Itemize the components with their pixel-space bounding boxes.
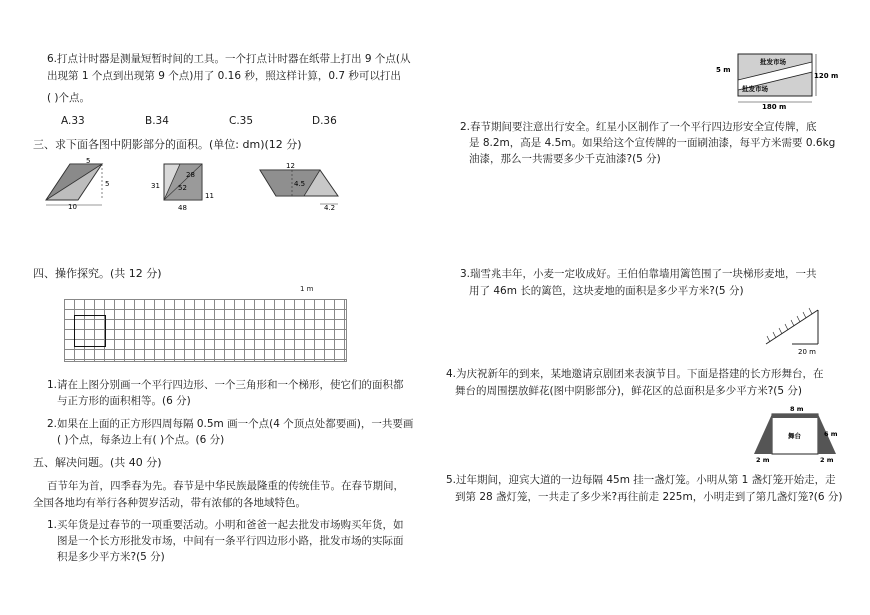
q6-option-a: A.33 bbox=[61, 115, 85, 127]
fig1-bottom-label: 10 bbox=[68, 203, 77, 211]
area-figure-3 bbox=[254, 160, 346, 212]
rq2-line2: 是 8.2m，高是 4.5m。如果给这个宣传牌的一面刷油漆，每平方米需要 0.6kg bbox=[469, 137, 836, 149]
fig3-top-label: 12 bbox=[286, 162, 295, 170]
fig2-a-label: 28 bbox=[186, 171, 195, 179]
market-right-label: 120 m bbox=[814, 72, 839, 80]
sec4-q1-line2: 与正方形的面积相等。(6 分) bbox=[57, 395, 191, 407]
fig2-bottom-label: 48 bbox=[178, 204, 187, 212]
sec4-q1-line1: 1.请在上图分别画一个平行四边形、一个三角形和一个梯形，使它们的面积都 bbox=[47, 379, 404, 391]
wheat-field-figure bbox=[762, 306, 824, 358]
market-top-label: 批发市场 bbox=[760, 58, 786, 66]
q6-option-d: D.36 bbox=[312, 115, 337, 127]
sec5-intro-line2: 全国各地均有举行各种贺岁活动，带有浓郁的各地域特色。 bbox=[33, 497, 306, 509]
rq2-line3: 油漆，那么一共需要多少千克油漆?(5 分) bbox=[469, 153, 661, 165]
stage-right-label: 6 m bbox=[824, 430, 838, 438]
q6-option-c: C.35 bbox=[229, 115, 254, 127]
fig2-b-label: 52 bbox=[178, 184, 187, 192]
sec5-q1-line3: 积是多少平方米?(5 分) bbox=[57, 551, 165, 563]
stage-center-label: 舞台 bbox=[788, 432, 801, 440]
section3-title: 三、求下面各图中阴影部分的面积。(单位: dm)(12 分) bbox=[33, 138, 302, 151]
fig2-c-label: 31 bbox=[151, 182, 160, 190]
fig2-d-label: 11 bbox=[205, 192, 214, 200]
sec5-q1-line1: 1.买年货是过春节的一项重要活动。小明和爸爸一起去批发市场购买年货，如 bbox=[47, 519, 404, 531]
stage-bl-label: 2 m bbox=[756, 456, 770, 464]
fig1-side-label: 5 bbox=[105, 180, 110, 188]
rq3-line1: 3.瑞雪兆丰年，小麦一定收成好。王伯伯靠墙用篱笆围了一块梯形麦地，一共 bbox=[460, 268, 817, 280]
dot-grid bbox=[64, 299, 347, 362]
rq4-line1: 4.为庆祝新年的到来，某地邀请京剧团来表演节目。下面是搭建的长方形舞台，在 bbox=[446, 368, 824, 380]
section5-title: 五、解决问题。(共 40 分) bbox=[33, 456, 162, 469]
q6-line3: ( )个点。 bbox=[47, 92, 91, 104]
section4-title: 四、操作探究。(共 12 分) bbox=[33, 267, 162, 280]
fig1-top-label: 5 bbox=[86, 157, 91, 165]
q6-line2: 出现第 1 个点到出现第 9 个点)用了 0.16 秒，照这样计算，0.7 秒可以打出 bbox=[47, 70, 401, 82]
wheat-field-label: 20 m bbox=[798, 348, 816, 356]
rq5-line1: 5.过年期间，迎宾大道的一边每隔 45m 挂一盏灯笼。小明从第 1 盏灯笼开始走，走 bbox=[446, 474, 836, 486]
rq5-line2: 到第 28 盏灯笼，一共走了多少米?再往前走 225m，小明走到了第几盏灯笼?(6 分) bbox=[455, 491, 843, 503]
q6-line1: 6.打点计时器是测量短暂时间的工具。一个打点计时器在纸带上打出 9 个点(从 bbox=[47, 53, 411, 65]
rq4-line2: 舞台的周围摆放鲜花(图中阴影部分)，鲜花区的总面积是多少平方米?(5 分) bbox=[455, 385, 802, 397]
sec5-q1-line2: 图是一个长方形批发市场，中间有一条平行四边形小路，批发市场的实际面 bbox=[57, 535, 404, 547]
sec5-intro-line1: 百节年为首，四季春为先。春节是中华民族最隆重的传统佳节。在春节期间， bbox=[47, 480, 404, 492]
reference-square bbox=[74, 315, 106, 347]
fig3-right-label: 4.2 bbox=[324, 204, 336, 212]
sec4-q2-line1: 2.如果在上面的正方形四周每隔 0.5m 画一个点(4 个顶点处都要画)，一共要画 bbox=[47, 418, 414, 430]
area-figure-1 bbox=[40, 158, 120, 210]
rq3-line2: 用了 46m 长的篱笆，这块麦地的面积是多少平方米?(5 分) bbox=[469, 285, 744, 297]
scale-label: 1 m bbox=[300, 285, 314, 293]
sec4-q2-line2: ( )个点，每条边上有( )个点。(6 分) bbox=[57, 434, 225, 446]
market-left-label: 5 m bbox=[716, 66, 731, 74]
area-figure-2 bbox=[150, 160, 225, 212]
stage-br-label: 2 m bbox=[820, 456, 834, 464]
q6-option-b: B.34 bbox=[145, 115, 169, 127]
market-bottom-dim: 180 m bbox=[762, 103, 787, 111]
stage-top-label: 8 m bbox=[790, 405, 804, 413]
rq2-line1: 2.春节期间要注意出行安全。红星小区制作了一个平行四边形安全宣传牌，底 bbox=[460, 121, 817, 133]
fig3-mid-label: 4.5 bbox=[294, 180, 306, 188]
market-figure bbox=[714, 50, 839, 112]
market-bottom-label: 批发市场 bbox=[742, 85, 768, 93]
stage-figure bbox=[748, 404, 840, 464]
